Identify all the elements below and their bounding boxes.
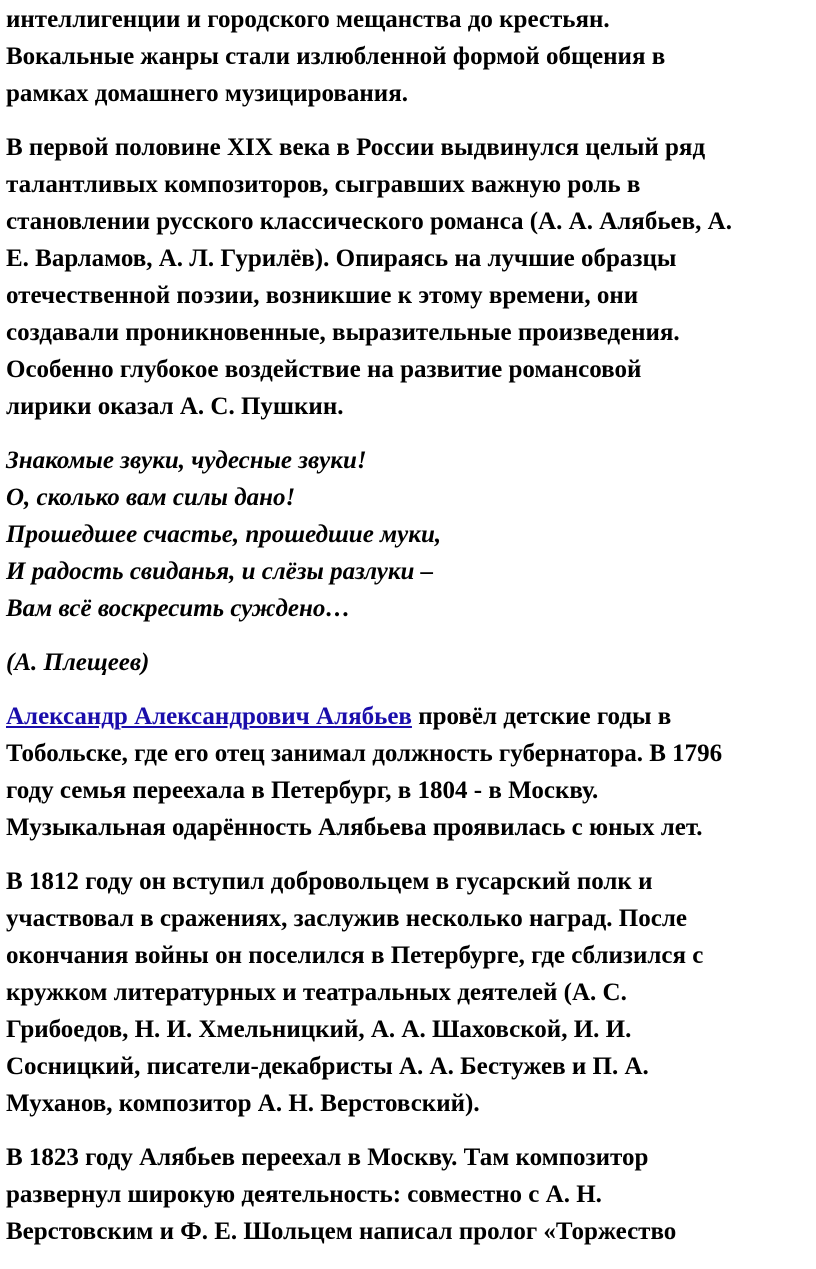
poem-attribution: (А. Плещеев): [6, 649, 150, 676]
paragraph-1-line-2: Вокальные жанры стали излюбленной формой общения в: [6, 43, 666, 70]
paragraph-7-line-1: В 1823 году Алябьев переехал в Москву. Там композитор: [6, 1144, 649, 1171]
paragraph-5-line-2: Тобольске, где его отец занимал должность губернатора. В 1796: [6, 740, 723, 767]
paragraph-7-line-3: Верстовским и Ф. Е. Шольцем написал пролог «Торжество: [6, 1218, 677, 1245]
paragraph-2-line-8: лирики оказал А. С. Пушкин.: [6, 393, 344, 420]
paragraph-5-line-1: [6, 702, 671, 732]
poem-line-5: Вам всё воскресить суждено…: [6, 595, 351, 622]
paragraph-2-line-4: Е. Варламов, А. Л. Гурилёв). Опираясь на лучшие образцы: [6, 245, 677, 272]
paragraph-2-line-7: Особенно глубокое воздействие на развитие романсовой: [6, 356, 642, 383]
paragraph-2-line-2: талантливых композиторов, сыгравших важную роль в: [6, 171, 641, 198]
paragraph-6-line-1: В 1812 году он вступил добровольцем в гусарский полк и: [6, 868, 653, 895]
paragraph-2-line-5: отечественной поэзии, возникшие к этому времени, они: [6, 282, 639, 309]
poem-line-3: Прошедшее счастье, прошедшие муки,: [6, 521, 442, 548]
paragraph-6-line-7: Муханов, композитор А. Н. Верстовский).: [6, 1090, 480, 1117]
paragraph-2-line-3: становлении русского классического романса (А. А. Алябьев, А.: [6, 208, 732, 235]
paragraph-6-line-2: участвовал в сражениях, заслужив несколько наград. После: [6, 905, 687, 932]
poem-line-1: Знакомые звуки, чудесные звуки!: [6, 447, 367, 474]
alyabyev-link[interactable]: Александр Александрович Алябьев: [6, 703, 412, 730]
paragraph-6-line-5: Грибоедов, Н. И. Хмельницкий, А. А. Шаховской, И. И.: [6, 1016, 632, 1043]
paragraph-1-line-1: интеллигенции и городского мещанства до крестьян.: [6, 6, 610, 33]
paragraph-6-line-4: кружком литературных и театральных деятелей (А. С.: [6, 979, 627, 1006]
paragraph-5-line-1-tail: провёл детские годы в: [411, 703, 672, 730]
paragraph-6-line-6: Сосницкий, писатели-декабристы А. А. Бестужев и П. А.: [6, 1053, 649, 1080]
poem-line-4: И радость свиданья, и слёзы разлуки –: [6, 558, 434, 585]
poem-line-2: О, сколько вам силы дано!: [6, 484, 296, 511]
paragraph-5-line-4: Музыкальная одарённость Алябьева проявилась с юных лет.: [6, 814, 703, 841]
paragraph-2-line-1: В первой половине XIX века в России выдвинулся целый ряд: [6, 134, 706, 161]
paragraph-5-line-3: году семья переехала в Петербург, в 1804 - в Москву.: [6, 777, 599, 804]
paragraph-1-line-3: рамках домашнего музицирования.: [6, 80, 408, 107]
paragraph-2-line-6: создавали проникновенные, выразительные произведения.: [6, 319, 680, 346]
paragraph-7-line-2: развернул широкую деятельность: совместно с А. Н.: [6, 1181, 602, 1208]
paragraph-6-line-3: окончания войны он поселился в Петербурге, где сблизился с: [6, 942, 704, 969]
